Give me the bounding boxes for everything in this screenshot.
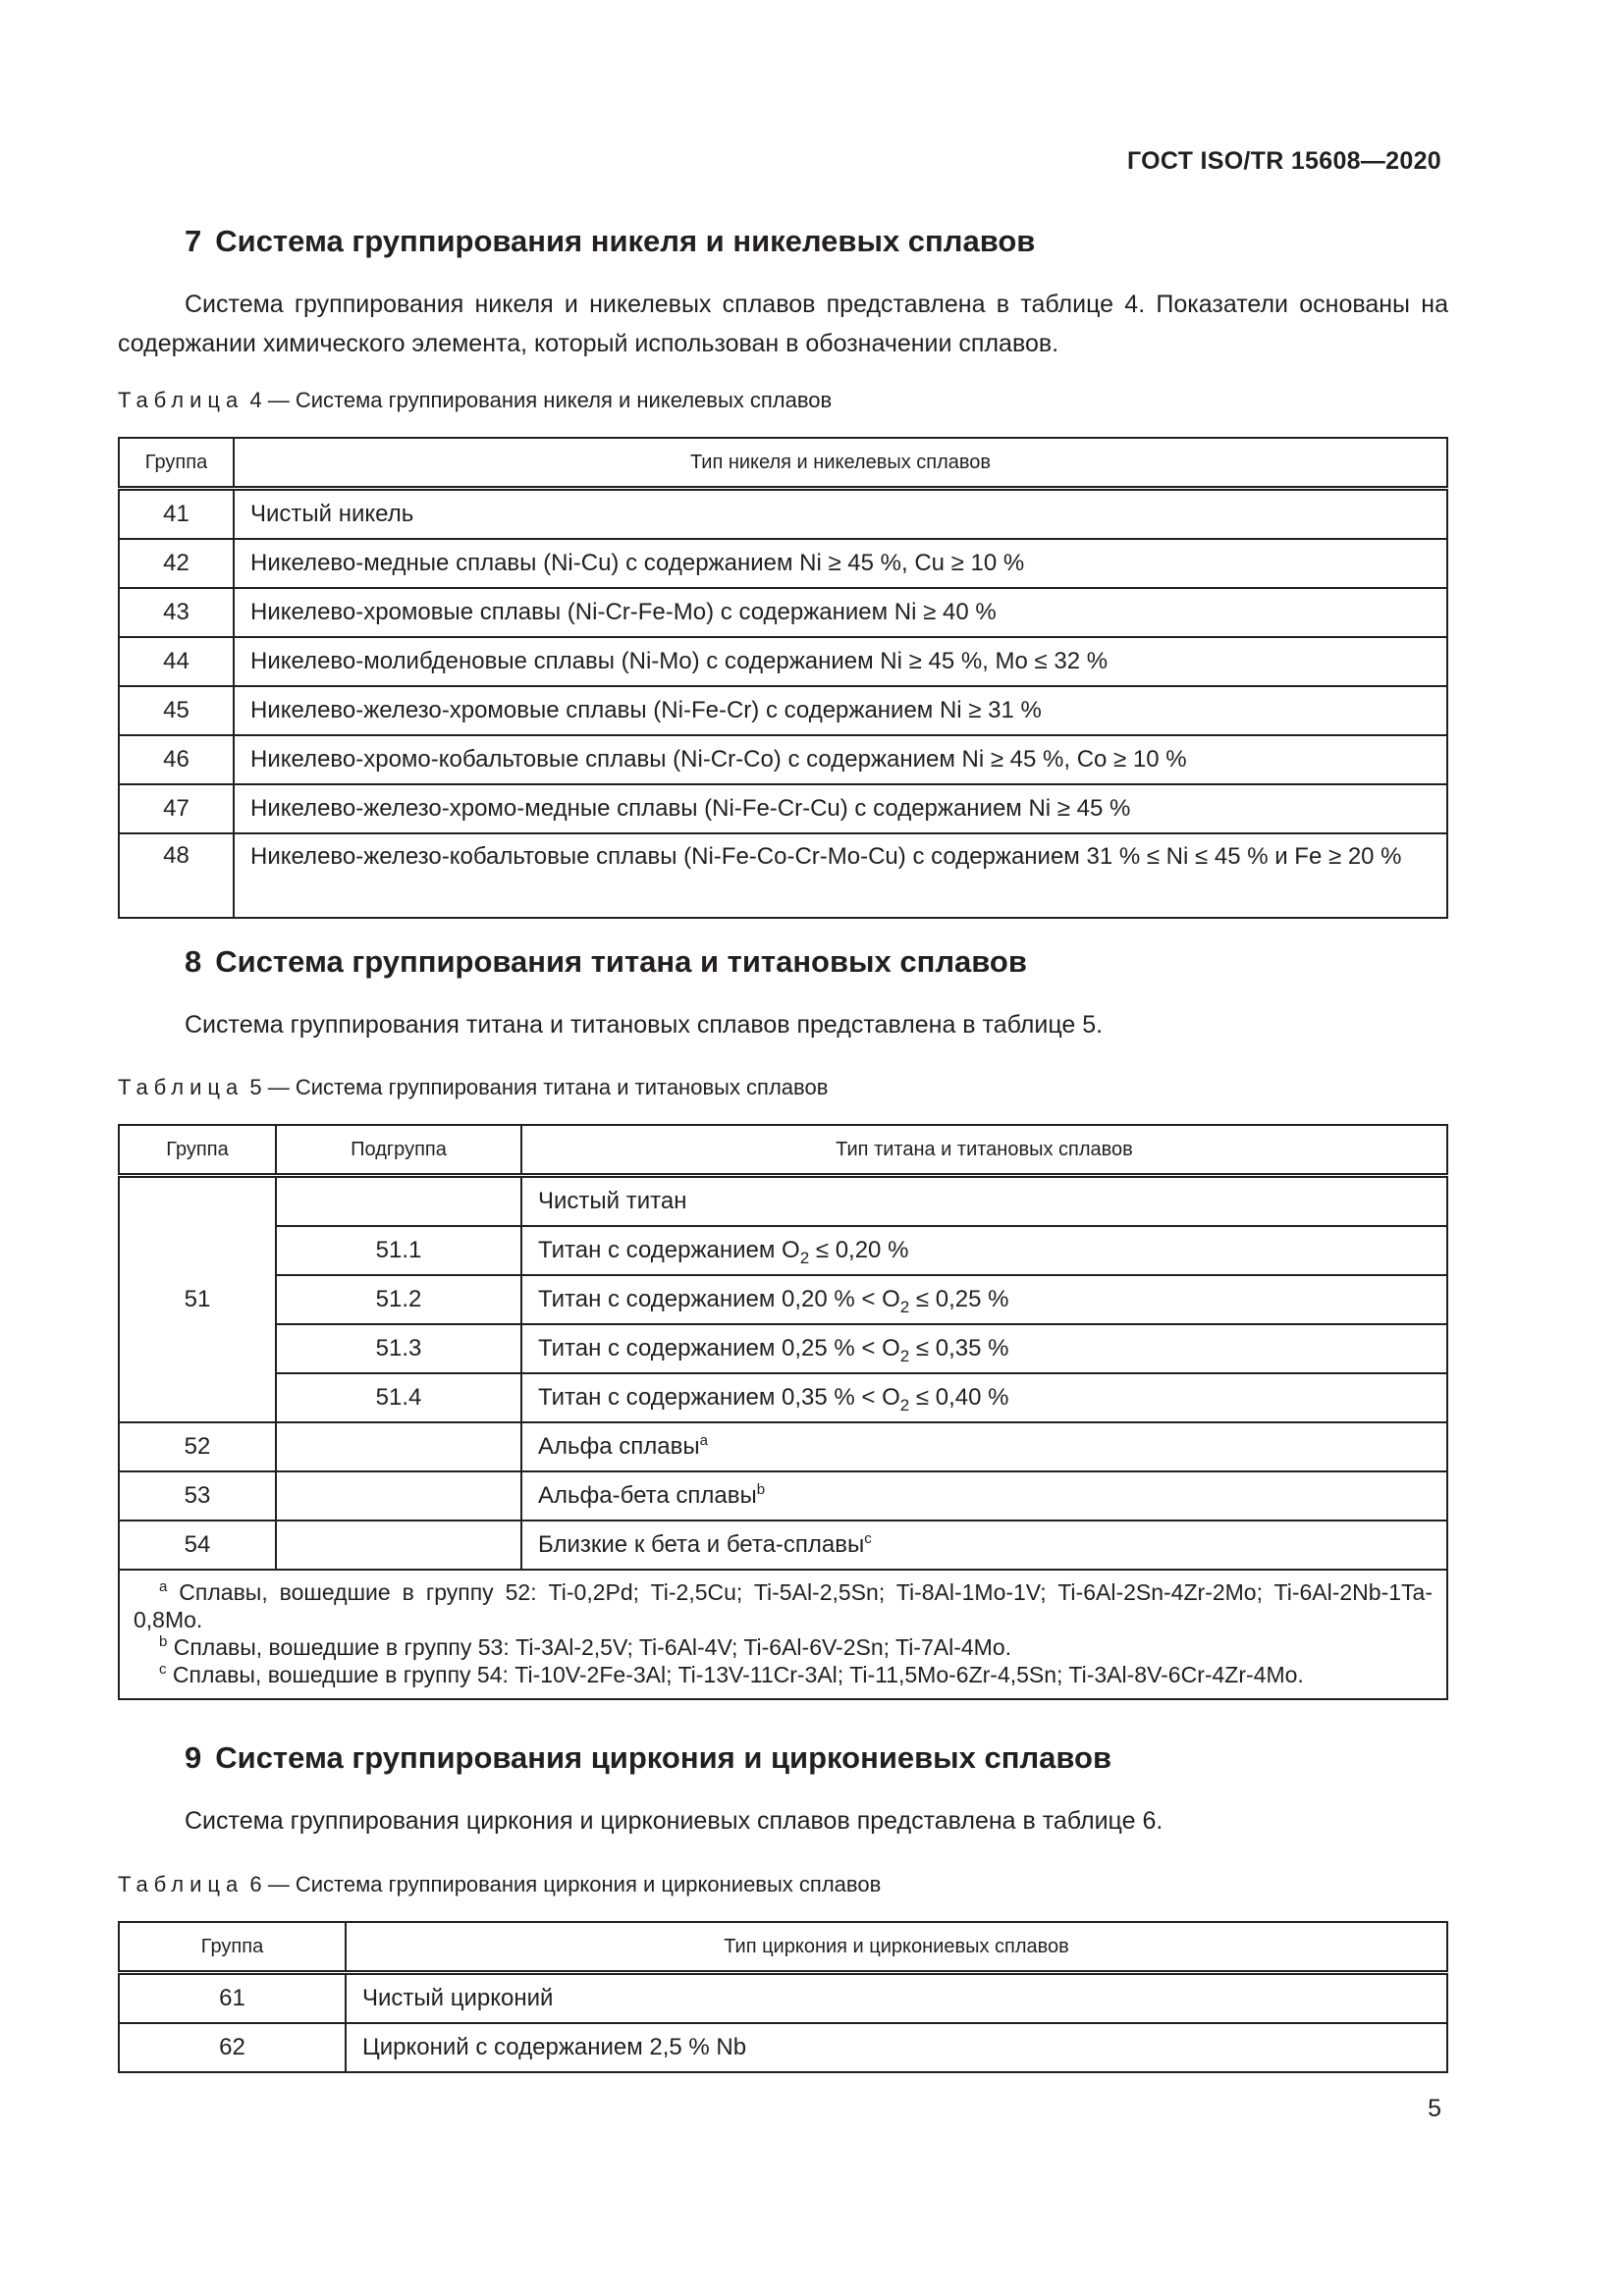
- subgroup-cell: [276, 1422, 521, 1471]
- table-row: [119, 489, 1447, 540]
- table-5-caption-label: Таблица: [118, 1075, 244, 1099]
- table-6: [118, 1921, 1448, 2073]
- section-7-heading: [185, 224, 1035, 259]
- section-9-number: 9: [185, 1740, 202, 1775]
- type-text: Титан с содержанием O: [538, 1237, 800, 1263]
- table-4-header-type: Тип никеля и никелевых сплавов: [234, 438, 1447, 489]
- type-cell: [521, 1373, 1447, 1422]
- group-cell: 48: [119, 833, 234, 918]
- o2-subscript: 2: [899, 1298, 910, 1316]
- table-row: [119, 1973, 1447, 2024]
- group-cell: 53: [119, 1471, 276, 1521]
- note-mark: a: [159, 1578, 168, 1595]
- type-cell: Никелево-молибденовые сплавы (Ni-Mo) с содержанием Ni ≥ 45 %, Mo ≤ 32 %: [234, 637, 1447, 686]
- group-cell: 62: [119, 2023, 346, 2072]
- table-row: [119, 2023, 1447, 2072]
- table-row: [119, 833, 1447, 918]
- table-row: [119, 1471, 1447, 1521]
- table-5: [118, 1124, 1448, 1700]
- table-6-header-type: Тип циркония и циркониевых сплавов: [346, 1922, 1447, 1973]
- table-4-caption: [118, 388, 832, 413]
- type-cell: [521, 1226, 1447, 1275]
- table-4-caption-label: Таблица: [118, 388, 244, 412]
- note-text: Сплавы, вошедшие в группу 52: Ti-0,2Pd; Ti-2,5Cu; Ti-5Al-2,5Sn; Ti-8Al-1Mo-1V; Ti-6Al-2Sn-4Zr-2Mo; Ti-6Al-2Nb-1Ta-0,8Mo.: [134, 1579, 1433, 1632]
- table-note: [134, 1661, 1433, 1688]
- subgroup-cell: 51.4: [276, 1373, 521, 1422]
- section-9-paragraph: Система группирования циркония и циркониевых сплавов представлена в таблице 6.: [185, 1807, 1164, 1835]
- type-cell: Никелево-железо-кобальтовые сплавы (Ni-Fe-Co-Cr-Mo-Cu) с содержанием 31 % ≤ Ni ≤ 45 % и Fe ≥ 20 %: [234, 833, 1447, 918]
- group-cell: 41: [119, 489, 234, 540]
- subgroup-cell: 51.3: [276, 1324, 521, 1373]
- note-text: Сплавы, вошедшие в группу 53: Ti-3Al-2,5V; Ti-6Al-4V; Ti-6Al-6V-2Sn; Ti-7Al-4Mo.: [167, 1634, 1012, 1660]
- table-4-caption-text: 4 — Система группирования никеля и никелевых сплавов: [249, 388, 833, 412]
- type-cell: Никелево-железо-хромовые сплавы (Ni-Fe-Cr) с содержанием Ni ≥ 31 %: [234, 686, 1447, 735]
- type-text: Альфа сплавы: [538, 1433, 700, 1460]
- table-row: [119, 637, 1447, 686]
- type-text: Титан с содержанием 0,20 % < O: [538, 1286, 900, 1312]
- type-cell: [521, 1422, 1447, 1471]
- group-cell: 52: [119, 1422, 276, 1471]
- table-note: [134, 1578, 1433, 1633]
- group-cell: 54: [119, 1521, 276, 1570]
- group-cell: 43: [119, 588, 234, 637]
- table-5-notes: [119, 1570, 1447, 1699]
- table-note: [134, 1633, 1433, 1661]
- type-text: Титан с содержанием 0,25 % < O: [538, 1335, 900, 1362]
- group-cell: 51: [119, 1176, 276, 1423]
- page-number: 5: [1428, 2095, 1441, 2122]
- type-cell: Никелево-хромо-кобальтовые сплавы (Ni-Cr-Co) с содержанием Ni ≥ 45 %, Co ≥ 10 %: [234, 735, 1447, 784]
- table-row: [119, 1373, 1447, 1422]
- type-cell: Никелево-железо-хромо-медные сплавы (Ni-Fe-Cr-Cu) с содержанием Ni ≥ 45 %: [234, 784, 1447, 833]
- group-cell: 45: [119, 686, 234, 735]
- subgroup-cell: [276, 1471, 521, 1521]
- section-8-title: Система группирования титана и титановых сплавов: [215, 944, 1027, 979]
- table-5-header-type: Тип титана и титановых сплавов: [521, 1125, 1447, 1176]
- type-cell: Чистый цирконий: [346, 1973, 1447, 2024]
- table-row: [119, 1275, 1447, 1324]
- table-row: [119, 1422, 1447, 1471]
- type-text: Альфа-бета сплавы: [538, 1482, 757, 1509]
- table-row: [119, 1176, 1447, 1227]
- type-text: Близкие к бета и бета-сплавы: [538, 1531, 865, 1558]
- table-5-header-subgroup: Подгруппа: [276, 1125, 521, 1176]
- type-cell: [521, 1324, 1447, 1373]
- table-row: [119, 1324, 1447, 1373]
- o2-subscript: 2: [899, 1347, 910, 1365]
- section-7-paragraph: Система группирования никеля и никелевых сплавов представлена в таблице 4. Показатели основаны на содержании химического элемента, который использован в обозначении сплавов.: [118, 291, 1448, 357]
- table-row: [119, 539, 1447, 588]
- note-text: Сплавы, вошедшие в группу 54: Ti-10V-2Fe-3Al; Ti-13V-11Cr-3Al; Ti-11,5Mo-6Zr-4,5Sn; Ti-3Al-8V-6Cr-4Zr-4Mo.: [166, 1662, 1304, 1687]
- table-4-header-group: Группа: [119, 438, 234, 489]
- group-cell: 42: [119, 539, 234, 588]
- table-row: [119, 686, 1447, 735]
- table-6-header-group: Группа: [119, 1922, 346, 1973]
- type-cell: Никелево-хромовые сплавы (Ni-Cr-Fe-Mo) с содержанием Ni ≥ 40 %: [234, 588, 1447, 637]
- table-6-caption: [118, 1872, 881, 1897]
- type-text: Титан с содержанием 0,35 % < O: [538, 1384, 900, 1411]
- table-5-caption: [118, 1075, 828, 1100]
- table-6-caption-text: 6 — Система группирования циркония и циркониевых сплавов: [249, 1872, 882, 1896]
- section-9-title: Система группирования циркония и циркониевых сплавов: [215, 1740, 1112, 1775]
- section-7-number: 7: [185, 224, 202, 258]
- type-cell: [521, 1471, 1447, 1521]
- note-mark: b: [159, 1633, 168, 1650]
- note-mark: c: [159, 1661, 167, 1678]
- footnote-mark: a: [699, 1432, 708, 1449]
- type-cell: [521, 1176, 1447, 1227]
- type-cell: [521, 1521, 1447, 1570]
- table-6-header-row: [119, 1922, 1447, 1973]
- group-cell: 44: [119, 637, 234, 686]
- table-5-notes-row: [119, 1570, 1447, 1699]
- table-row: [119, 588, 1447, 637]
- table-5-caption-text: 5 — Система группирования титана и титановых сплавов: [249, 1075, 829, 1099]
- footnote-mark: c: [864, 1530, 872, 1547]
- o2-subscript: 2: [899, 1396, 910, 1415]
- standard-designation: ГОСТ ISO/TR 15608—2020: [1127, 147, 1441, 175]
- section-8-paragraph: Система группирования титана и титановых сплавов представлена в таблице 5.: [185, 1011, 1104, 1039]
- table-4-header-row: [119, 438, 1447, 489]
- type-cell: Цирконий с содержанием 2,5 % Nb: [346, 2023, 1447, 2072]
- type-cell: [521, 1275, 1447, 1324]
- group-cell: 61: [119, 1973, 346, 2024]
- table-6-caption-label: Таблица: [118, 1872, 244, 1896]
- group-cell: 46: [119, 735, 234, 784]
- table-5-header-group: Группа: [119, 1125, 276, 1176]
- section-8-number: 8: [185, 944, 202, 979]
- subgroup-cell: [276, 1176, 521, 1227]
- subgroup-cell: [276, 1521, 521, 1570]
- type-text-tail: ≤ 0,20 %: [809, 1237, 909, 1263]
- type-text-tail: ≤ 0,35 %: [909, 1335, 1009, 1362]
- footnote-mark: b: [756, 1481, 766, 1498]
- o2-subscript: 2: [799, 1249, 810, 1267]
- table-4: [118, 437, 1448, 919]
- subgroup-cell: 51.2: [276, 1275, 521, 1324]
- table-row: [119, 735, 1447, 784]
- type-text: Чистый титан: [538, 1188, 687, 1214]
- table-row: [119, 784, 1447, 833]
- table-5-header-row: [119, 1125, 1447, 1176]
- section-8-heading: [185, 944, 1027, 980]
- subgroup-cell: 51.1: [276, 1226, 521, 1275]
- group-cell: 47: [119, 784, 234, 833]
- table-row: [119, 1226, 1447, 1275]
- table-row: [119, 1521, 1447, 1570]
- type-text-tail: ≤ 0,25 %: [909, 1286, 1009, 1312]
- section-9-heading: [185, 1740, 1111, 1776]
- section-7-title: Система группирования никеля и никелевых сплавов: [215, 224, 1036, 258]
- type-text-tail: ≤ 0,40 %: [909, 1384, 1009, 1411]
- type-cell: Чистый никель: [234, 489, 1447, 540]
- type-cell: Никелево-медные сплавы (Ni-Cu) с содержанием Ni ≥ 45 %, Cu ≥ 10 %: [234, 539, 1447, 588]
